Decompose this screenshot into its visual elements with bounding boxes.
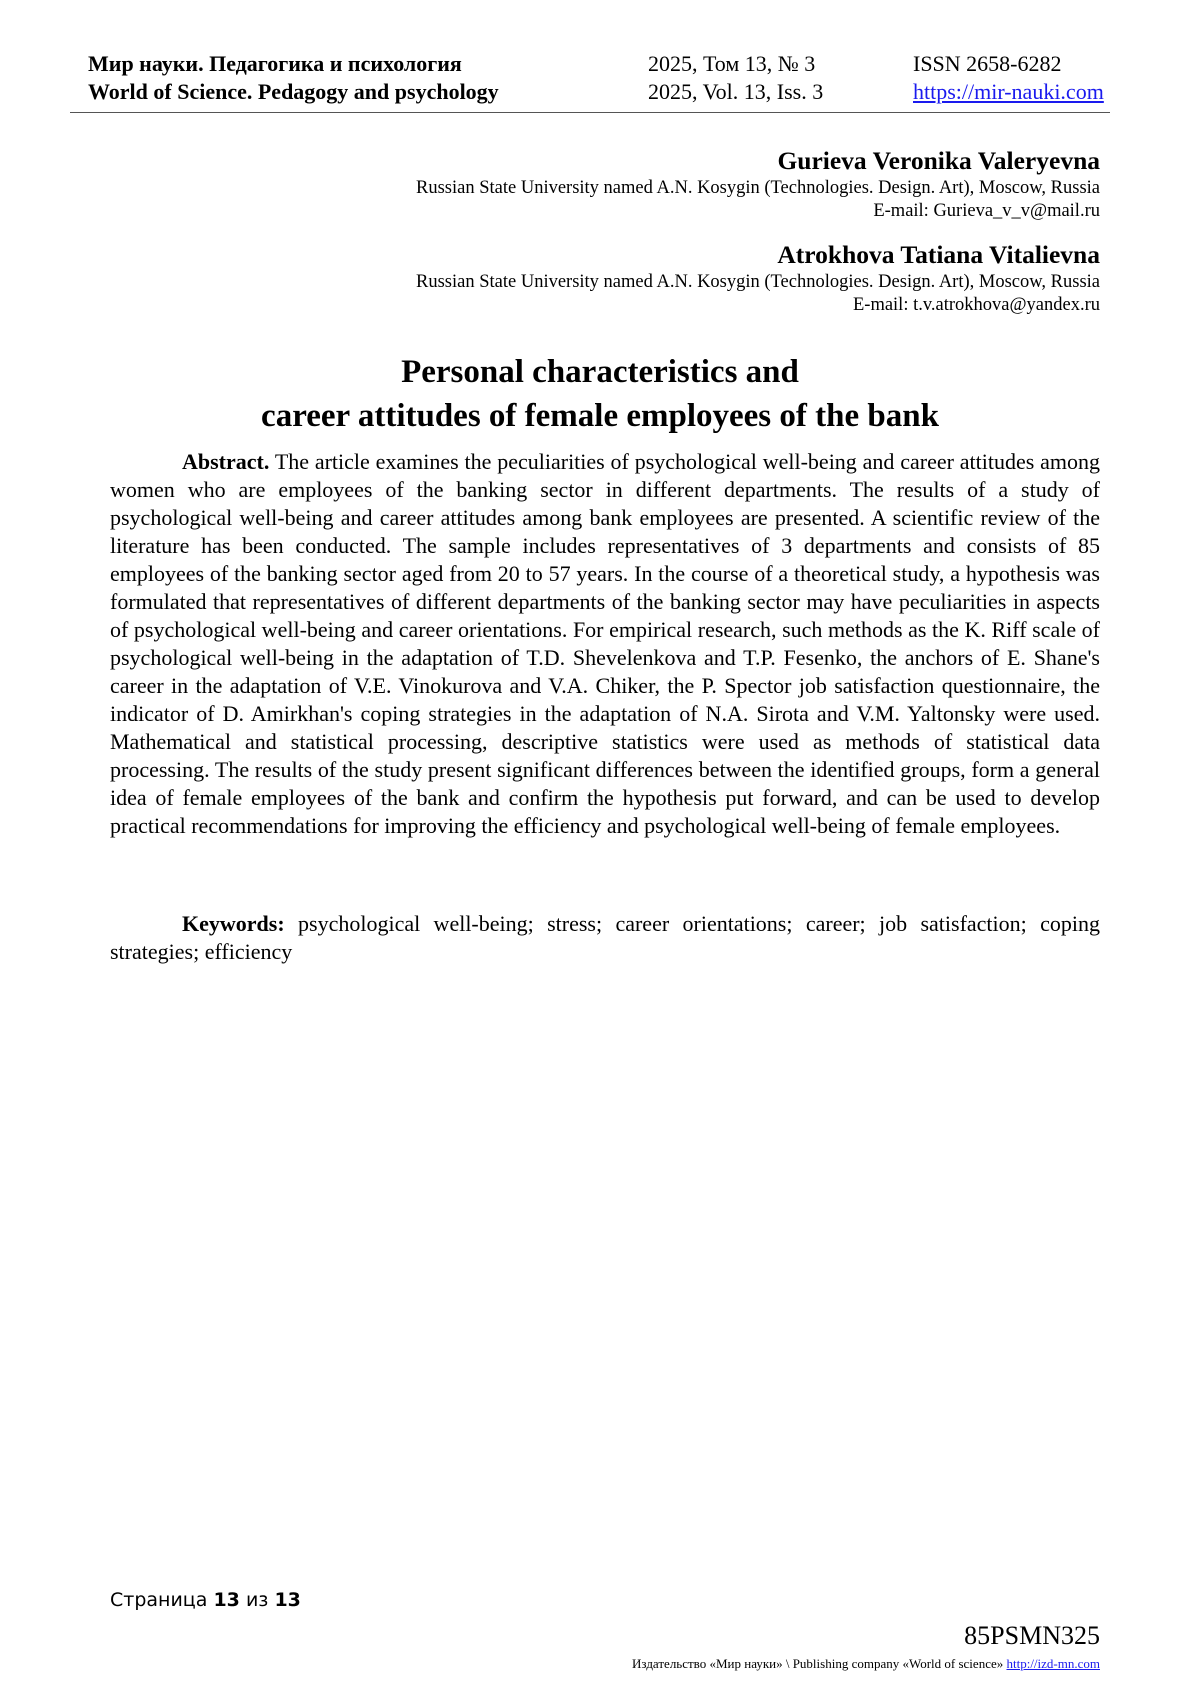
publisher-text: Издательство «Мир науки» \ Publishing company «World of science» (632, 1656, 1004, 1671)
keywords-label: Keywords: (182, 911, 285, 936)
author-email: E-mail: t.v.atrokhova@yandex.ru (852, 295, 1100, 315)
journal-issn-block (913, 50, 1104, 106)
author-block (416, 145, 1100, 223)
page-prefix: Страница (110, 1589, 208, 1611)
page-current: 13 (213, 1589, 240, 1611)
volume-ru: 2025, Том 13, № 3 (648, 51, 816, 76)
abstract-label: Abstract. (182, 449, 270, 474)
author-email: E-mail: Gurieva_v_v@mail.ru (873, 201, 1100, 221)
abstract-paragraph (110, 448, 1100, 840)
journal-name-ru: Мир науки. Педагогика и психология (88, 51, 462, 76)
article-code: 85PSMN325 (964, 1621, 1100, 1650)
publisher-link[interactable]: http://izd-mn.com (1006, 1656, 1100, 1671)
publisher-line (632, 1656, 1100, 1672)
keywords-paragraph (110, 910, 1100, 966)
title-line: career attitudes of female employees of the bank (261, 398, 939, 434)
page-counter (110, 1588, 301, 1612)
author-block (416, 239, 1100, 317)
keywords-text: psychological well-being; stress; career orientations; career; job satisfaction; coping strategies; efficiency (110, 911, 1100, 964)
journal-volume (648, 50, 823, 106)
journal-name-en: World of Science. Pedagogy and psychology (88, 79, 499, 104)
abstract-text: The article examines the peculiarities of psychological well-being and career attitudes among women who are employees of the banking sector in different departments. The results of a study of psychological well-being and career attitudes among bank employees are presented. A scientific review of the literature has been conducted. The sample includes representatives of 3 departments and consists of 85 employees of the banking sector aged from 20 to 57 years. In the course of a theoretical study, a hypothesis was formulated that representatives of different departments of the banking sector may have peculiarities in aspects of psychological well-being and career orientations. For empirical research, such methods as the K. Riff scale of psychological well-being in the adaptation of T.D. Shevelenkova and T.P. Fesenko, the anchors of E. Shane's career in the adaptation of V.E. Vinokurova and V.A. Chiker, the P. Spector job satisfaction questionnaire, the indicator of D. Amirkhan's coping strategies in the adaptation of N.A. Sirota and V.M. Yaltonsky were used. Mathematical and statistical processing, descriptive statistics were used as methods of statistical data processing. The results of the study present significant differences between the identified groups, form a general idea of female employees of the bank and confirm the hypothesis put forward, and can be used to develop practical recommendations for improving the efficiency and psychological well-being of female employees. (110, 449, 1100, 838)
article-title (0, 350, 1200, 438)
author-affiliation: Russian State University named A.N. Kosygin (Technologies. Design. Art), Moscow, Russia (416, 272, 1100, 292)
author-name: Atrokhova Tatiana Vitalievna (777, 240, 1100, 269)
page-total: 13 (274, 1589, 301, 1611)
journal-header (70, 50, 1110, 113)
page-of: из (245, 1589, 269, 1611)
issn: ISSN 2658-6282 (913, 51, 1062, 76)
journal-website-link[interactable]: https://mir-nauki.com (913, 79, 1104, 104)
author-affiliation: Russian State University named A.N. Kosygin (Technologies. Design. Art), Moscow, Russia (416, 178, 1100, 198)
journal-name (88, 50, 499, 106)
title-line: Personal characteristics and (401, 354, 799, 390)
author-list (416, 145, 1100, 333)
author-name: Gurieva Veronika Valeryevna (777, 146, 1100, 175)
volume-en: 2025, Vol. 13, Iss. 3 (648, 79, 824, 104)
